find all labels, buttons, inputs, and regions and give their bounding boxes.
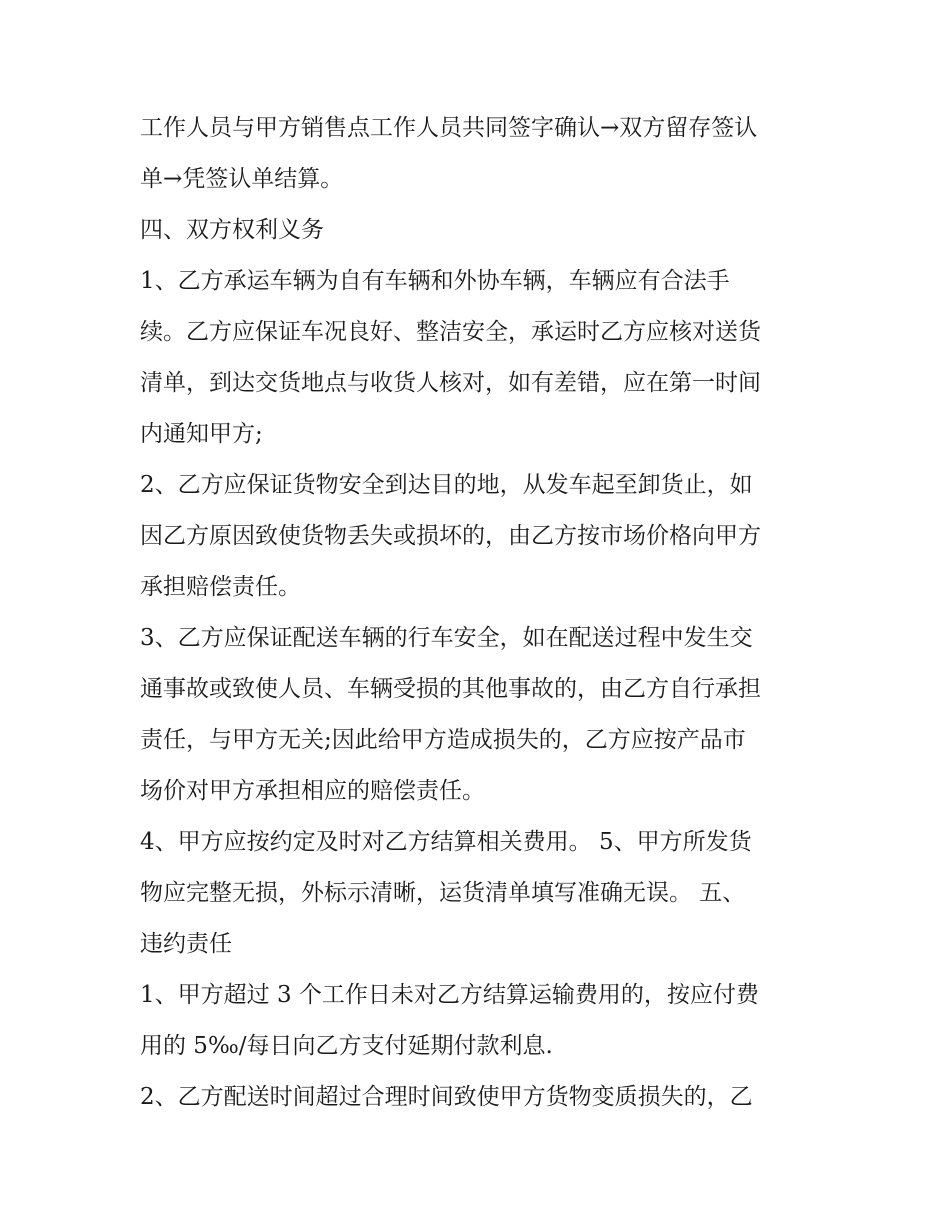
- text-line: 通事故或致使人员、车辆受损的其他事故的，由乙方自行承担: [140, 676, 761, 702]
- text-line: 续。乙方应保证车况良好、整洁安全，承运时乙方应核对送货: [140, 319, 761, 345]
- text-line: 用的 5‰/每日向乙方支付延期付款利息.: [140, 1033, 553, 1059]
- text-line: 2、乙方配送时间超过合理时间致使甲方货物变质损失的，乙: [140, 1084, 753, 1110]
- text-line: 场价对甲方承担相应的赔偿责任。: [140, 778, 485, 804]
- text-line: 物应完整无损，外标示清晰，运货清单填写准确无误。 五、: [140, 880, 746, 906]
- text-line: 清单，到达交货地点与收货人核对，如有差错，应在第一时间: [140, 370, 761, 396]
- text-line: 单→凭签认单结算。: [140, 166, 344, 192]
- text-line: 3、乙方应保证配送车辆的行车安全，如在配送过程中发生交: [140, 625, 753, 651]
- text-line: 责任，与甲方无关;因此给甲方造成损失的，乙方应按产品市: [140, 727, 746, 753]
- contract-text: [140, 103, 830, 1123]
- text-line: 承担赔偿责任。: [140, 574, 301, 600]
- text-line: 工作人员与甲方销售点工作人员共同签字确认→双方留存签认: [140, 115, 758, 141]
- text-line: 因乙方原因致使货物丢失或损坏的，由乙方按市场价格向甲方: [140, 523, 761, 549]
- text-line: 4、甲方应按约定及时对乙方结算相关费用。 5、甲方所发货: [140, 829, 752, 855]
- section-heading: 四、双方权利义务: [140, 217, 324, 243]
- text-line: 1、乙方承运车辆为自有车辆和外协车辆，车辆应有合法手: [140, 268, 730, 294]
- text-line: 1、甲方超过 3 个工作日未对乙方结算运输费用的，按应付费: [140, 982, 759, 1008]
- section-heading: 违约责任: [140, 931, 232, 957]
- text-line: 2、乙方应保证货物安全到达目的地，从发车起至卸货止，如: [140, 472, 753, 498]
- text-line: 内通知甲方;: [140, 421, 263, 447]
